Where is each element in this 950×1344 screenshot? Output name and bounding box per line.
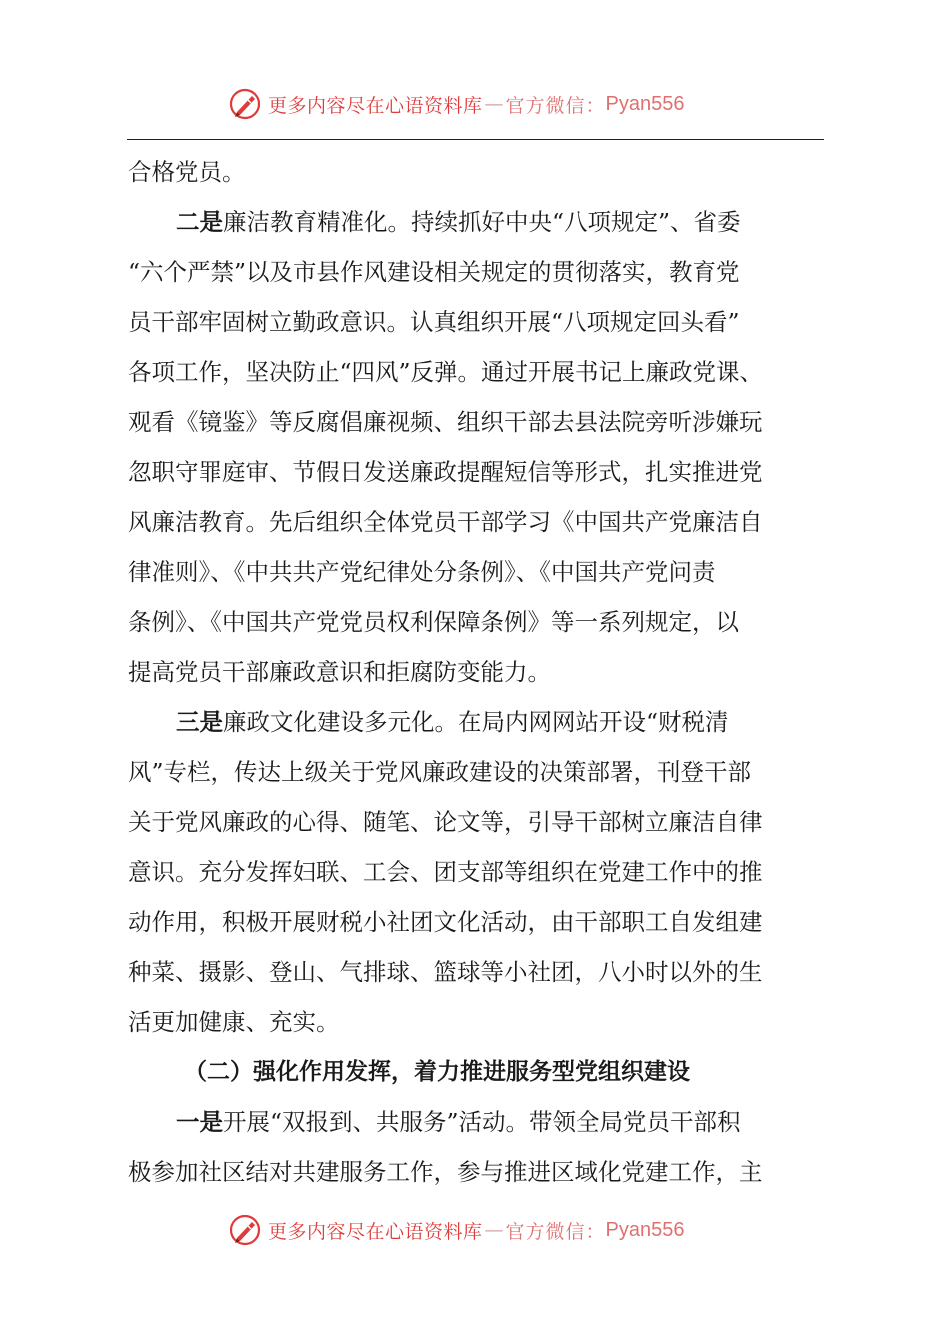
- text-line: 各项工作，坚决防止“四风”反弹。通过开展书记上廉政党课、: [128, 358, 764, 386]
- text-line: 忽职守罪庭审、节假日发送廉政提醒短信等形式，扎实推进党: [128, 458, 763, 486]
- text-line: 条例》、《中国共产党党员权利保障条例》等一系列规定，以: [128, 608, 739, 636]
- banner-content: [228, 1210, 685, 1250]
- banner-wechat-id: Pyan556: [605, 92, 685, 115]
- pen-logo-icon: [228, 87, 262, 121]
- banner-wechat-id: Pyan556: [605, 1218, 685, 1241]
- paragraph-first-line: [128, 1097, 824, 1147]
- text-span: 廉政文化建设多元化。在局内网网站开设“财税清: [223, 708, 729, 736]
- text-line: 风廉洁教育。先后组织全体党员干部学习《中国共产党廉洁自: [128, 508, 763, 536]
- text-line: 风”专栏，传达上级关于党风廉政建设的决策部署，刊登干部: [128, 758, 752, 786]
- pen-logo-icon: [228, 1213, 262, 1247]
- section-heading: （二）强化作用发挥，着力推进服务型党组织建设: [184, 1058, 690, 1085]
- text-line: 员干部牢固树立勤政意识。认真组织开展“八项规定回头看”: [128, 308, 740, 336]
- header-banner: [0, 84, 950, 124]
- document-body: [128, 147, 824, 1197]
- banner-wechat-label: 官方微信：: [505, 94, 606, 117]
- banner-dash: —: [484, 93, 504, 115]
- text-line: 律准则》、《中共共产党纪律处分条例》、《中国共产党问责: [128, 558, 716, 586]
- paragraph-lead: 二是: [176, 208, 223, 236]
- text-span: 廉洁教育精准化。持续抓好中央“八项规定”、省委: [223, 208, 741, 236]
- text-line: 极参加社区结对共建服务工作，参与推进区域化党建工作，主: [128, 1158, 763, 1186]
- text-line: 动作用，积极开展财税小社团文化活动，由干部职工自发组建: [128, 908, 763, 936]
- text-line: “六个严禁”以及市县作风建设相关规定的贯彻落实，教育党: [128, 258, 740, 286]
- banner-wechat-label: 官方微信：: [505, 1220, 606, 1243]
- text-line: 意识。充分发挥妇联、工会、团支部等组织在党建工作中的推: [128, 858, 763, 886]
- text-span: 开展“双报到、共服务”活动。带领全局党员干部积: [223, 1108, 741, 1136]
- banner-site-text: 更多内容尽在心语资料库: [268, 94, 483, 117]
- text-line: 种菜、摄影、登山、气排球、篮球等小社团，八小时以外的生: [128, 958, 763, 986]
- text-line: 提高党员干部廉政意识和拒腐防变能力。: [128, 658, 551, 686]
- text-line: 关于党风廉政的心得、随笔、论文等，引导干部树立廉洁自律: [128, 808, 763, 836]
- banner-dash: —: [484, 1219, 504, 1241]
- paragraph-lead: 一是: [176, 1108, 223, 1136]
- text-line: 活更加健康、充实。: [128, 1008, 340, 1036]
- header-divider: [127, 139, 824, 140]
- banner-content: [228, 84, 685, 124]
- banner-site-text: 更多内容尽在心语资料库: [268, 1220, 483, 1243]
- text-line: 合格党员。: [128, 158, 246, 186]
- footer-banner: [0, 1210, 950, 1250]
- paragraph-first-line: [128, 197, 824, 247]
- paragraph-lead: 三是: [176, 708, 223, 736]
- paragraph-first-line: [128, 697, 824, 747]
- text-line: 观看《镜鉴》等反腐倡廉视频、组织干部去县法院旁听涉嫌玩: [128, 408, 763, 436]
